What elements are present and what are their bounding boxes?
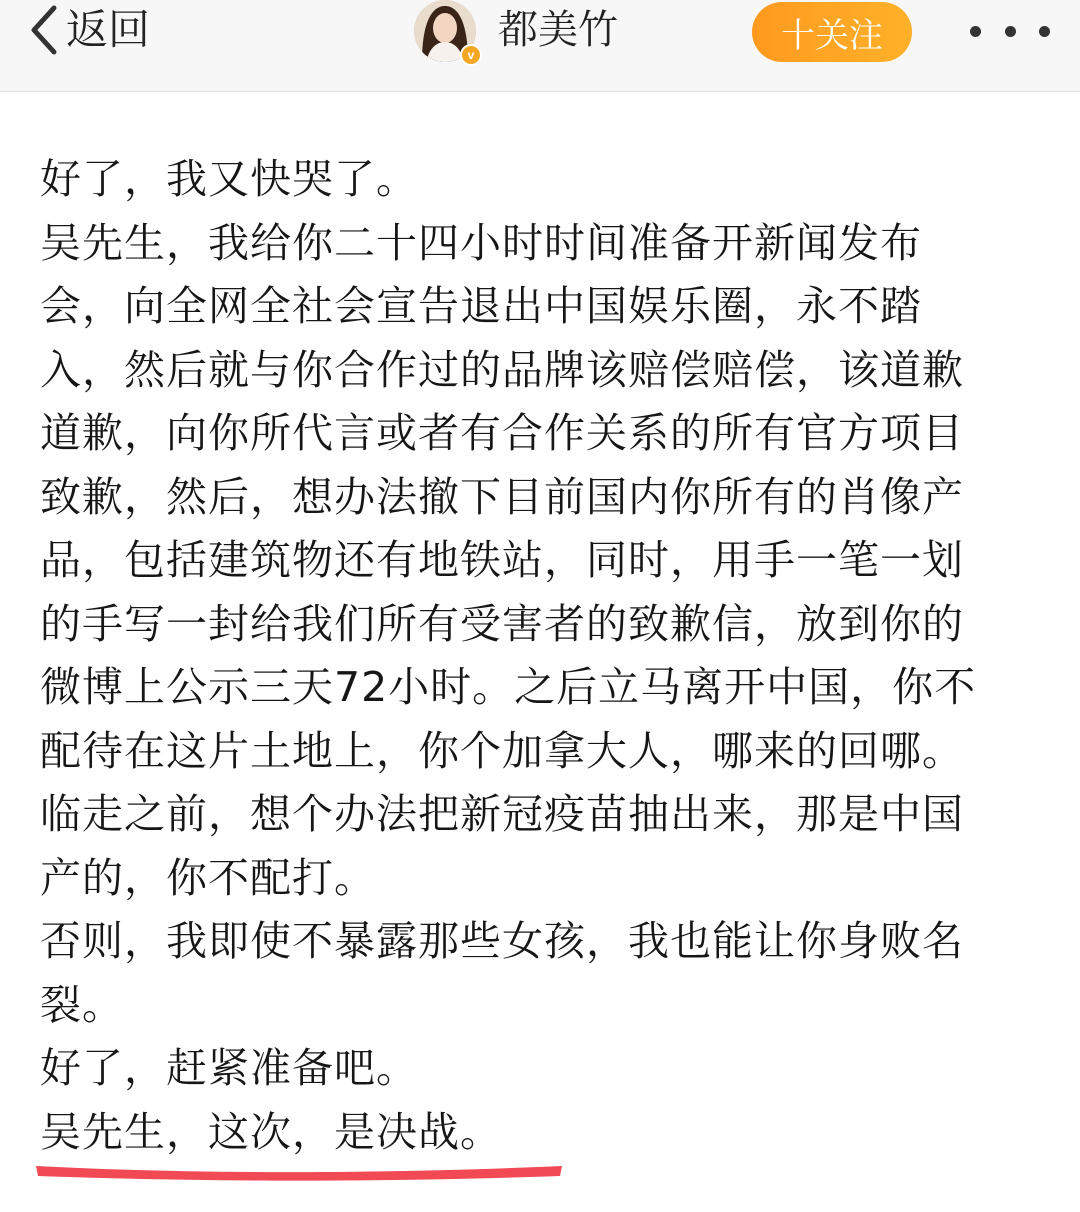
post-line: 品，包括建筑物还有地铁站，同时，用手一笔一划 <box>40 536 964 584</box>
post-line: 吴先生，我给你二十四小时时间准备开新闻发布 <box>40 218 922 267</box>
follow-button[interactable]: 十关注 <box>752 2 912 62</box>
dot <box>1039 26 1050 37</box>
back-label: 返回 <box>66 5 151 54</box>
username[interactable]: 都美竹 <box>498 7 618 53</box>
post-line: 微博上公示三天72小时。之后立马离开中国，你不 <box>40 663 977 711</box>
chevron-left-icon <box>28 4 58 56</box>
dot <box>1005 26 1016 37</box>
top-nav-bar <box>0 0 1080 92</box>
highlight-underline <box>30 1156 568 1182</box>
post-line: 会，向全网全社会宣告退出中国娱乐圈，永不踏 <box>40 282 922 330</box>
post-line: 裂。 <box>40 980 124 1029</box>
post-line: 道歉，向你所代言或者有合作关系的所有官方项目 <box>40 409 964 457</box>
post-line: 否则，我即使不暴露那些女孩，我也能让你身败名 <box>40 917 964 965</box>
post-line: 临走之前，想个办法把新冠疫苗抽出来，那是中国 <box>40 790 964 838</box>
post-line: 入，然后就与你合作过的品牌该赔偿赔偿，该道歉 <box>40 345 964 394</box>
post-body <box>40 148 1040 1164</box>
post-line: 好了，我又快哭了。 <box>40 155 418 203</box>
back-button[interactable] <box>28 0 150 60</box>
post-line: 好了，赶紧准备吧。 <box>40 1044 418 1092</box>
post-line: 的手写一封给我们所有受害者的致歉信，放到你的 <box>40 599 964 648</box>
post-line: 产的，你不配打。 <box>40 853 376 902</box>
verified-icon: v <box>460 44 482 66</box>
post-line: 配待在这片土地上，你个加拿大人，哪来的回哪。 <box>40 726 964 775</box>
post-line: 致歉，然后，想办法撤下目前国内你所有的肖像产 <box>40 472 964 521</box>
avatar[interactable] <box>414 0 480 66</box>
post-line: 吴先生，这次，是决战。 <box>40 1107 502 1156</box>
more-dots-icon[interactable] <box>970 16 1050 46</box>
dot <box>970 26 981 37</box>
